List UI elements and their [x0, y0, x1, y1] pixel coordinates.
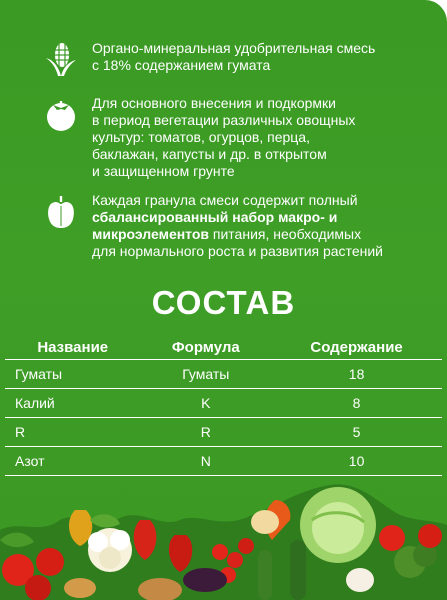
feature-line-bold: сбалансированный набор макро- и: [92, 209, 338, 225]
table-header-row: [5, 335, 442, 360]
table-row: [5, 360, 442, 389]
cell-formula: K: [140, 389, 271, 418]
feature-granule-balance: [44, 192, 429, 260]
cell-name: R: [5, 418, 140, 447]
cell-formula: Гуматы: [140, 360, 271, 389]
tomato-icon: [44, 97, 78, 133]
cell-name: Гуматы: [5, 360, 140, 389]
feature-line: культур: томатов, огурцов, перца,: [92, 129, 310, 145]
feature-line: в период вегетации различных овощных: [92, 112, 356, 128]
column-header-content: Содержание: [271, 335, 442, 360]
composition-table: [5, 335, 442, 476]
column-header-formula: Формула: [140, 335, 271, 360]
feature-humate-content: [44, 40, 429, 78]
feature-line: Каждая гранула смеси содержит полный: [92, 192, 358, 208]
feature-line: для нормального роста и развития растений: [92, 243, 383, 259]
feature-line: Органо-минеральная удобрительная смесь: [92, 40, 376, 56]
feature-line-bold: микроэлементов: [92, 226, 210, 242]
cell-name: Азот: [5, 447, 140, 476]
table-row: [5, 447, 442, 476]
table-row: [5, 389, 442, 418]
column-header-name: Название: [5, 335, 140, 360]
cell-content: 8: [271, 389, 442, 418]
cell-name: Калий: [5, 389, 140, 418]
cell-content: 10: [271, 447, 442, 476]
cell-formula: R: [140, 418, 271, 447]
pepper-icon: [44, 194, 78, 230]
feature-line: и защищенном грунте: [92, 163, 235, 179]
composition-title: СОСТАВ: [151, 284, 296, 321]
feature-line-rest: питания, необходимых: [209, 226, 362, 242]
feature-line: Для основного внесения и подкормки: [92, 95, 336, 111]
table-row: [5, 418, 442, 447]
feature-application: [44, 95, 429, 180]
feature-line: с 18% содержанием гумата: [92, 57, 271, 73]
corn-icon: [44, 42, 78, 78]
vegetables-illustration: [0, 480, 447, 600]
cell-content: 18: [271, 360, 442, 389]
cell-content: 5: [271, 418, 442, 447]
cell-formula: N: [140, 447, 271, 476]
feature-line: баклажан, капусты и др. в открытом: [92, 146, 327, 162]
